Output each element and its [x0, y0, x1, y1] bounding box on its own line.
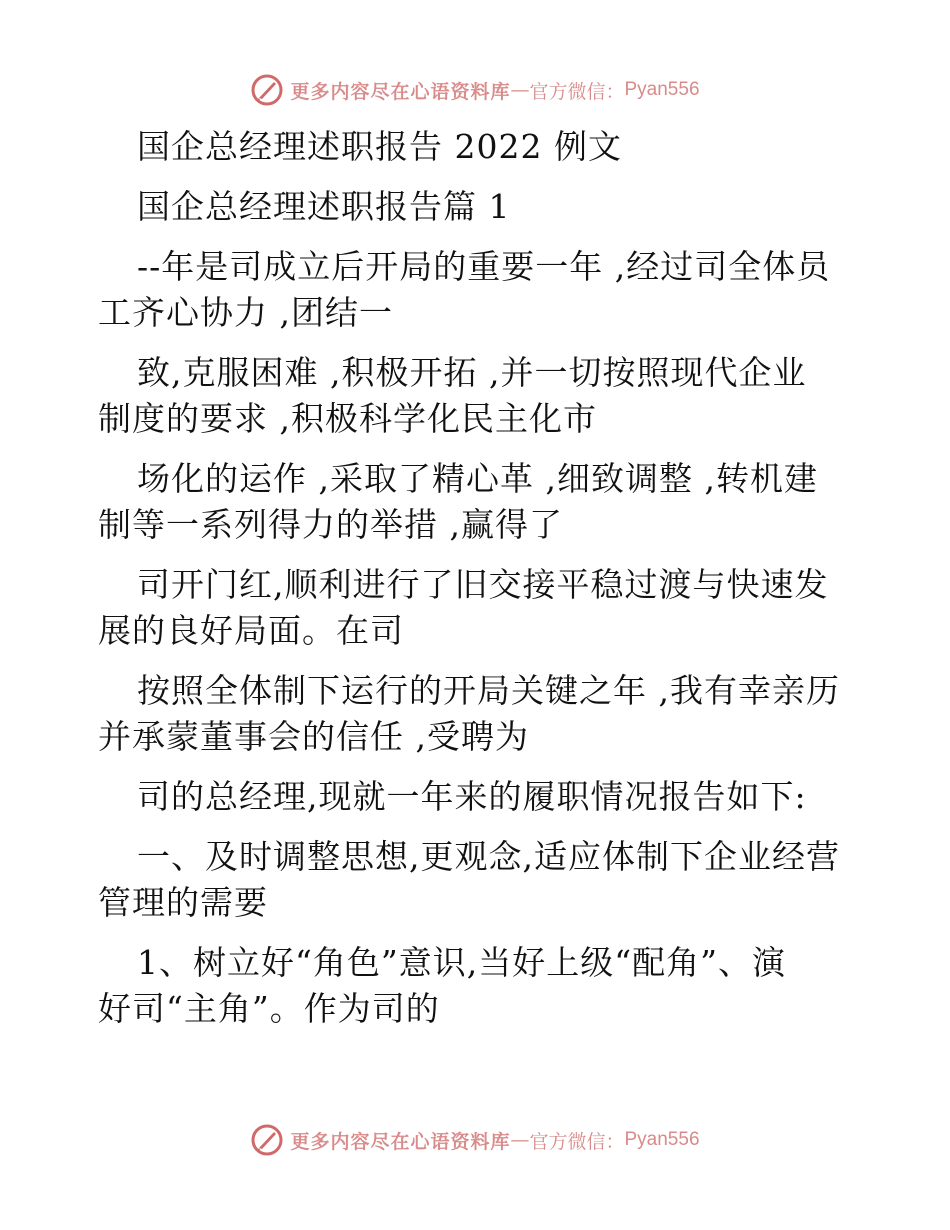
paragraph-line: 制度的要求 ,积极科学化民主化市 — [98, 399, 597, 438]
paragraph-line: 致,克服困难 ,积极开拓 ,并一切按照现代企业 — [137, 353, 807, 392]
watermark-brand: 更多内容尽在心语资料库 — [290, 80, 511, 103]
feather-pen-logo-icon — [250, 1123, 284, 1157]
document-body — [98, 124, 858, 1046]
paragraph-line: 制等一系列得力的举措 ,赢得了 — [98, 505, 563, 544]
paragraph-line: 场化的运作 ,采取了精心革 ,细致调整 ,转机建 — [137, 459, 818, 498]
watermark-label: 官方微信： — [529, 80, 625, 103]
section-heading: 国企总经理述职报告篇 1 — [137, 187, 511, 226]
footer-watermark — [0, 1120, 950, 1160]
paragraph-line: 工齐心协力 ,团结一 — [98, 293, 393, 332]
subheading-line: 一、及时调整思想,更观念,适应体制下企业经营 — [137, 837, 840, 876]
feather-pen-logo-icon — [250, 73, 284, 107]
watermark-separator: — — [510, 1129, 530, 1151]
header-watermark — [0, 70, 950, 110]
watermark-id: Pyan556 — [624, 79, 700, 100]
paragraph-line: 并承蒙董事会的信任 ,受聘为 — [98, 717, 529, 756]
paragraph-line: 司开门红,顺利进行了旧交接平稳过渡与快速发 — [137, 565, 829, 604]
paragraph-line: 展的良好局面。在司 — [98, 611, 404, 650]
watermark-separator: — — [510, 79, 530, 101]
watermark-brand: 更多内容尽在心语资料库 — [290, 1130, 511, 1153]
document-title: 国企总经理述职报告 2022 例文 — [137, 127, 622, 166]
subheading-line: 管理的需要 — [98, 883, 268, 922]
paragraph-line: 按照全体制下运行的开局关键之年 ,我有幸亲历 — [137, 671, 840, 710]
paragraph-line: 司的总经理,现就一年来的履职情况报告如下: — [137, 777, 807, 816]
paragraph-line: --年是司成立后开局的重要一年 ,经过司全体员 — [137, 247, 831, 286]
watermark-id: Pyan556 — [624, 1129, 700, 1150]
watermark-label: 官方微信： — [529, 1130, 625, 1153]
paragraph-line: 好司“主角”。作为司的 — [98, 989, 440, 1028]
paragraph-line: 1、树立好“角色”意识,当好上级“配角”、演 — [137, 943, 786, 982]
